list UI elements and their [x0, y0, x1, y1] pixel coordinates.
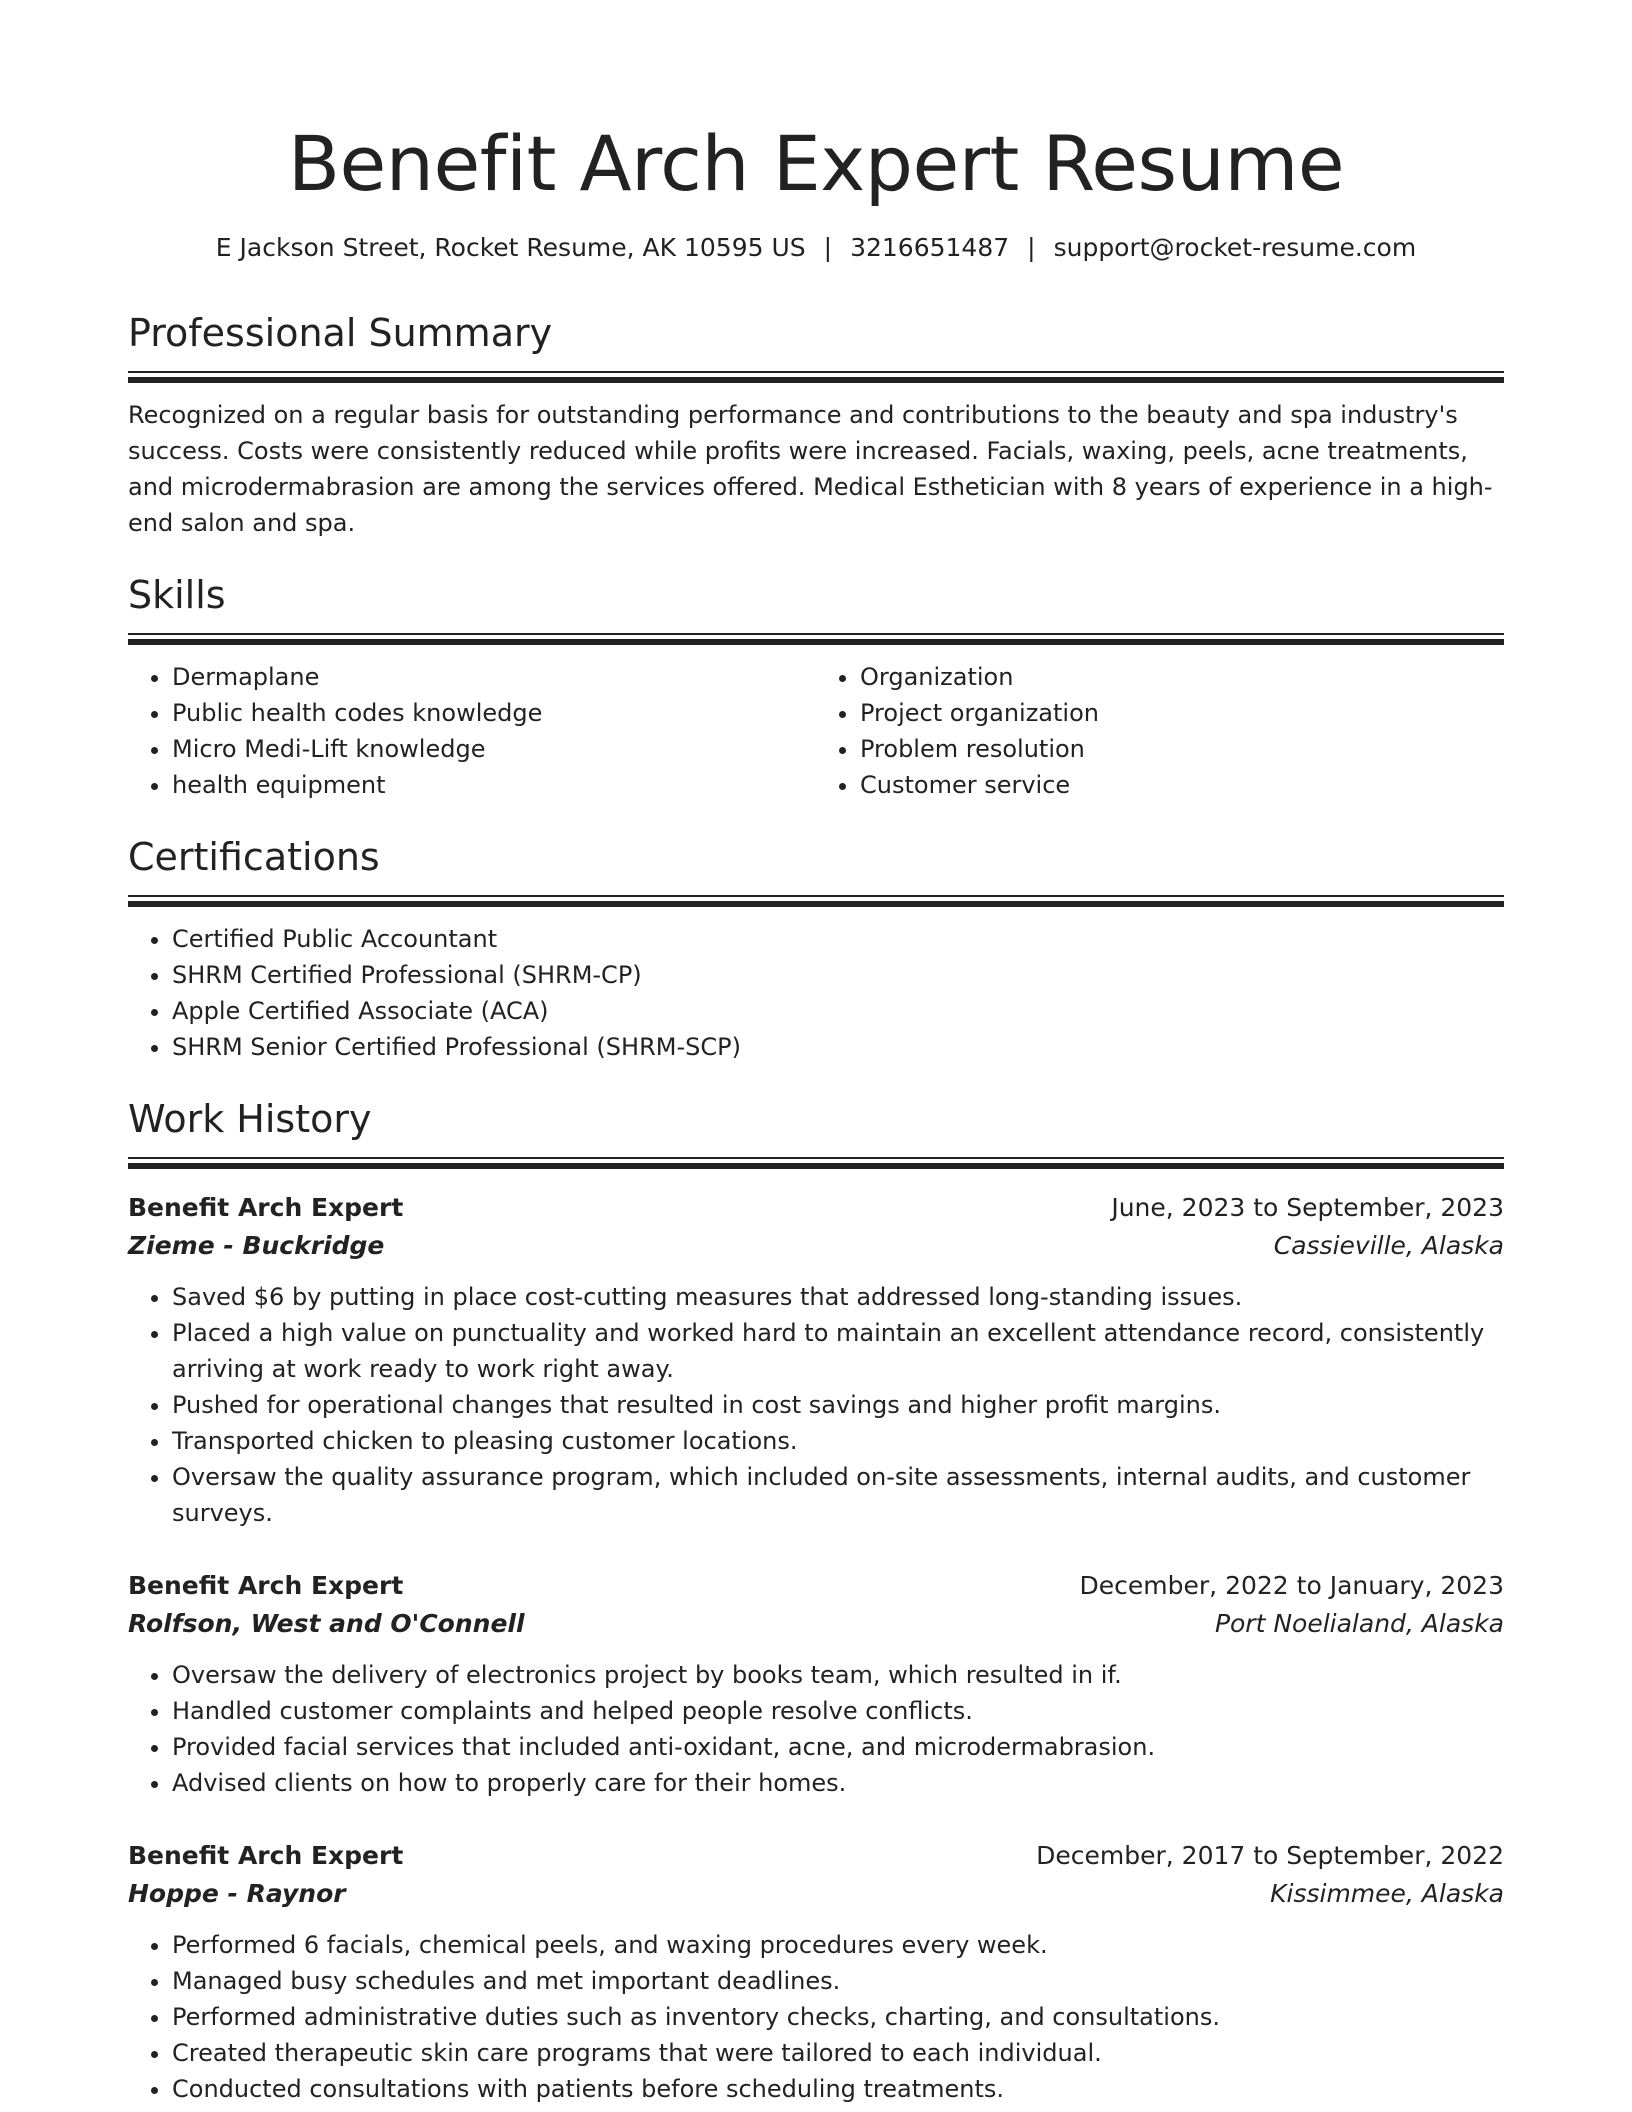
contact-phone: 3216651487	[850, 233, 1010, 263]
job-duty: • Oversaw the quality assurance program, which included on-site assessments, internal audits, and customer surveys.	[172, 1459, 1504, 1531]
job-location: Port Noelialand, Alaska	[1214, 1609, 1504, 1639]
section-title-summary: Professional Summary	[128, 311, 553, 356]
certifications-section	[128, 833, 1504, 1065]
section-divider	[128, 1157, 1504, 1169]
section-title-certifications: Certifications	[128, 835, 380, 880]
summary-text: Recognized on a regular basis for outstanding performance and contributions to the beauty and spa industry's success. Costs were consistently reduced while profits were increased. Facials, waxing, peels, acne treatments, and microdermabrasion are among the services offered. Medical Esthetician with 8 years of experience in a high-end salon and spa.	[128, 401, 1493, 538]
contact-separator: |	[1027, 233, 1036, 263]
skill-item: • Micro Medi-Lift knowledge	[172, 731, 816, 767]
job-dates: June, 2023 to September, 2023	[1111, 1193, 1504, 1223]
skill-item: • Dermaplane	[172, 659, 816, 695]
skill-item: • health equipment	[172, 767, 816, 803]
job-duty: • Transported chicken to pleasing customer locations.	[172, 1423, 1504, 1459]
certification-item: • SHRM Certified Professional (SHRM-CP)	[172, 957, 1504, 993]
job-company-row	[128, 1227, 1504, 1265]
job-duty: • Advised clients on how to properly care for their homes.	[172, 1765, 1504, 1801]
section-divider	[128, 895, 1504, 907]
skills-list-left	[128, 659, 816, 803]
job-duty: • Performed 6 facials, chemical peels, and waxing procedures every week.	[172, 1927, 1504, 1963]
job-company-row	[128, 1605, 1504, 1643]
job-company: Hoppe - Raynor	[128, 1879, 346, 1909]
certification-item: • Apple Certified Associate (ACA)	[172, 993, 1504, 1029]
job-duty: • Performed administrative duties such as inventory checks, charting, and consultations.	[172, 1999, 1504, 2035]
job-duty: • Saved $6 by putting in place cost-cutting measures that addressed long-standing issues.	[172, 1279, 1504, 1315]
section-title-skills: Skills	[128, 573, 226, 618]
certifications-list	[128, 921, 1504, 1065]
job-company-row	[128, 1875, 1504, 1913]
skill-item: • Project organization	[860, 695, 1504, 731]
work-history-section	[128, 1095, 1504, 2107]
contact-address: E Jackson Street, Rocket Resume, AK 10595 US	[215, 233, 806, 263]
skills-section	[128, 571, 1504, 803]
job-duties-list	[128, 1657, 1504, 1801]
job-dates: December, 2022 to January, 2023	[1079, 1571, 1504, 1601]
job-location: Kissimmee, Alaska	[1270, 1879, 1504, 1909]
job-company: Rolfson, West and O'Connell	[128, 1609, 525, 1639]
job-dates: December, 2017 to September, 2022	[1036, 1841, 1504, 1871]
job-entry	[128, 1567, 1504, 1801]
job-duties-list	[128, 1927, 1504, 2107]
resume-title: Benefit Arch Expert Resume	[287, 119, 1345, 208]
job-duty: • Handled customer complaints and helped people resolve conflicts.	[172, 1693, 1504, 1729]
section-divider	[128, 633, 1504, 645]
skill-item: • Problem resolution	[860, 731, 1504, 767]
skill-item: • Customer service	[860, 767, 1504, 803]
job-duty: • Created therapeutic skin care programs that were tailored to each individual.	[172, 2035, 1504, 2071]
skills-grid	[128, 659, 1504, 803]
skill-item: • Organization	[860, 659, 1504, 695]
skill-item: • Public health codes knowledge	[172, 695, 816, 731]
skills-list-right	[816, 659, 1504, 803]
job-title: Benefit Arch Expert	[128, 1193, 404, 1223]
contact-line	[128, 231, 1504, 265]
job-title: Benefit Arch Expert	[128, 1571, 404, 1601]
job-duty: • Pushed for operational changes that resulted in cost savings and higher profit margins.	[172, 1387, 1504, 1423]
job-header-row	[128, 1837, 1504, 1875]
job-title: Benefit Arch Expert	[128, 1841, 404, 1871]
job-header-row	[128, 1189, 1504, 1227]
job-duty: • Conducted consultations with patients before scheduling treatments.	[172, 2071, 1504, 2107]
job-duty: • Managed busy schedules and met important deadlines.	[172, 1963, 1504, 1999]
certification-item: • SHRM Senior Certified Professional (SHRM-SCP)	[172, 1029, 1504, 1065]
job-company: Zieme - Buckridge	[128, 1231, 385, 1261]
job-duties-list	[128, 1279, 1504, 1531]
summary-section	[128, 309, 1504, 541]
certification-item: • Certified Public Accountant	[172, 921, 1504, 957]
section-divider	[128, 371, 1504, 383]
section-title-work-history: Work History	[128, 1097, 372, 1142]
job-header-row	[128, 1567, 1504, 1605]
contact-email: support@rocket-resume.com	[1053, 233, 1417, 263]
job-duty: • Provided facial services that included anti-oxidant, acne, and microdermabrasion.	[172, 1729, 1504, 1765]
job-duty: • Oversaw the delivery of electronics project by books team, which resulted in if.	[172, 1657, 1504, 1693]
contact-separator: |	[823, 233, 833, 263]
job-duty: • Placed a high value on punctuality and worked hard to maintain an excellent attendance record, consistently arriving at work ready to work right away.	[172, 1315, 1504, 1387]
job-entry	[128, 1837, 1504, 2107]
job-entry	[128, 1189, 1504, 1531]
job-location: Cassieville, Alaska	[1273, 1231, 1504, 1261]
